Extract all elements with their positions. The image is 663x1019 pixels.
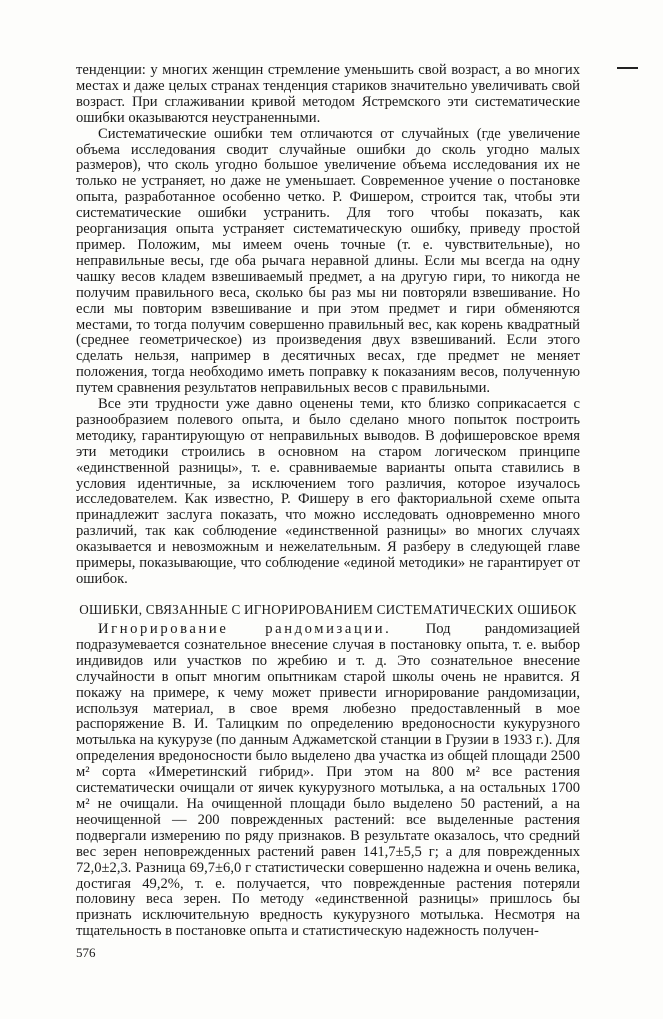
section-body: Под рандомизацией подразумевается сознательное внесение случая в постановку опыта, т. е. выбор индивидов или участков по жребию и т. д. Это сознательное внесение случайности в опыт многим опытникам старой школы очень не нравится. Я покажу на примере, к чему может привести игнорирование рандомизации, используя материал, в свое время любезно предоставленный в мое распоряжение В. И. Талицким по определению вредоносности кукурузного мотылька на кукурузе (по данным Аджаметской станции в Грузии в 1933 г.). Для определения вредоносности было выделено два участка из общей площади 2500 м² сорта «Имеретинский гибрид». При этом на 800 м² все растения систематически очищали от яичек кукурузного мотылька, а на остальных 1700 м² не очищали. На очищенной площади было выделено 50 растений, а на неочищенной — 200 поврежденных растений: все выделенные растения подвергали измерению по ряду признаков. В результате оказалось, что средний вес зерен неповрежденных растений равен 141,7±5,5 г; а для поврежденных 72,0±2,3. Разница 69,7±6,0 г статистически совершенно надежна и очень велика, достигая 49,2%, т. е. получается, что поврежденные растения потеряли половину веса зерен. По методу «единственной разницы» пришлось бы признать исключительную вредность кукурузного мотылька. Несмотря на тщательность в постановке опыта и статистическую надежность получен- xyxy=(76,621,580,940)
paragraph-2: Систематические ошибки тем отличаются от случайных (где увеличение объема исследования сводит случайные ошибки до сколь угодно малых размеров), что сколь угодно большое увеличение объема исследования их не только не устраняет, но даже не уменьшает. Современное учение о постановке опыта, разработанное особенно четко. Р. Фишером, строится так, чтобы эти систематические ошибки устранить. Для того чтобы показать, как реорганизация опыта устраняет систематическую ошибку, приведу простой пример. Положим, мы имеем очень точные (т. е. чувствительные), но неправильные весы, где оба рычага неравной длины. Если мы всегда на одну чашку весов кладем взвешиваемый предмет, а на другую гири, то никогда не получим правильного веса, сколько бы раз мы ни повторяли взвешивание. Но если мы повторим взвешивание и при этом предмет и гири обменяются местами, то тогда получим совершенно правильный вес, как корень квадратный (среднее геометрическое) из произведения двух взвешиваний. Если этого сделать нельзя, например в десятичных весах, где предмет не меняет положения, тогда необходимо иметь поправку к показаниям весов, полученную путем сравнения результатов неправильных весов с правильными. xyxy=(76,125,580,397)
section-heading: ОШИБКИ, СВЯЗАННЫЕ С ИГНОРИРОВАНИЕМ СИСТЕМАТИЧЕСКИХ ОШИБОК xyxy=(79,602,577,617)
margin-mark xyxy=(617,67,638,69)
lead-term: Игнорирование рандомизации. xyxy=(98,621,392,637)
paragraph-1: тенденции: у многих женщин стремление уменьшить свой возраст, а во многих местах и даже целых странах тенденция стариков значительно увеличивать свой возраст. При сглаживании кривой методом Ястремского эти систематические ошибки оказываются неустраненными. xyxy=(76,62,580,126)
page-number: 576 xyxy=(76,945,96,960)
paragraph-3: Все эти трудности уже давно оценены теми, кто близко соприкасается с разнообразием полевого опыта, и было сделано много попыток построить методику, гарантирующую от неправильных выводов. В дофишеровское время эти методики строились в основном на старом логическом принципе «единственной разницы», т. е. сравниваемые варианты опыта ставились в условия идентичные, за исключением того различия, которое изучалось исследователем. Как известно, Р. Фишеру в его факториальной схеме опыта принадлежит заслуга показать, что можно исследовать одновременно много различий, так как соблюдение «единственной разницы» во многих случаях оказывается и невозможным и нежелательным. Я разберу в следующей главе примеры, показывающие, что соблюдение «единой методики» не гарантирует от ошибок. xyxy=(76,396,580,587)
section-paragraph xyxy=(76,622,580,940)
main-text-block xyxy=(76,63,580,588)
section-text-block xyxy=(76,622,580,940)
